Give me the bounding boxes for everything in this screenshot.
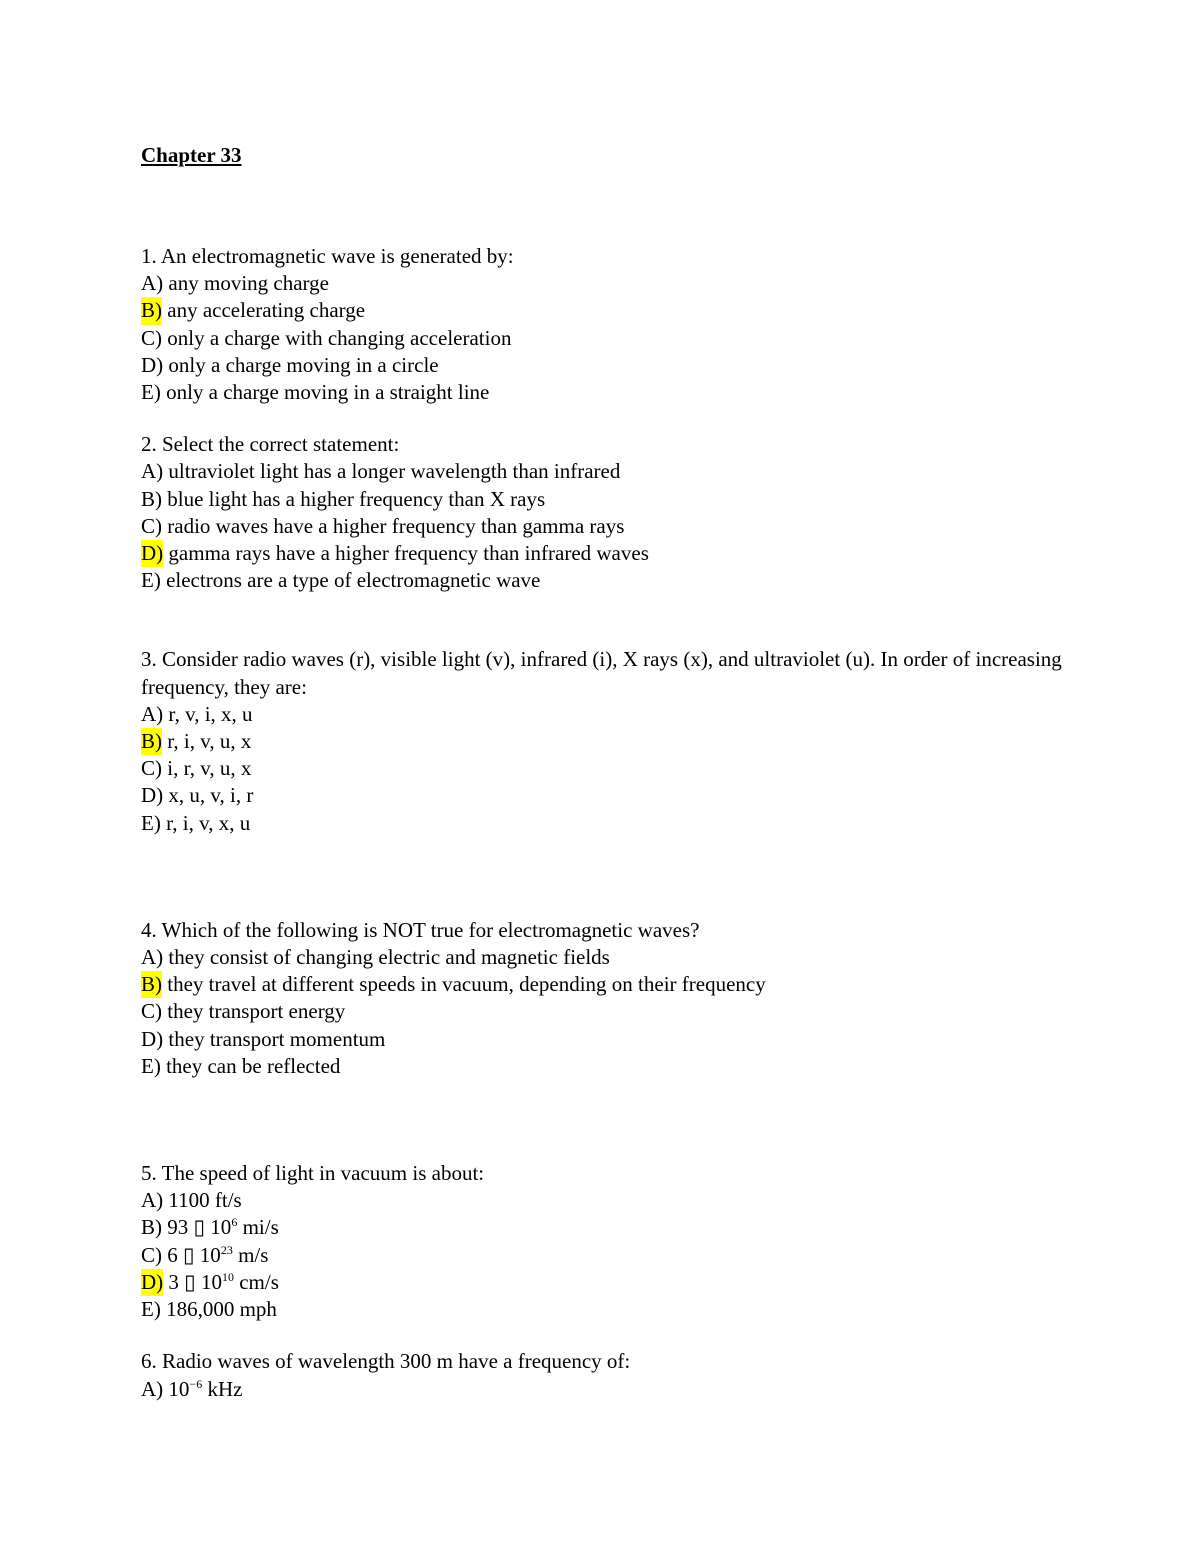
exponent: 10 (221, 1269, 234, 1284)
answer-option (141, 352, 1081, 379)
option-unit: m/s (232, 1242, 269, 1267)
option-letter: E) (141, 1053, 161, 1078)
question-1 (141, 243, 1081, 406)
option-letter: A) (141, 271, 164, 296)
option-text: r, v, i, x, u (163, 701, 253, 726)
option-text: r, i, v, u, x (162, 729, 252, 754)
option-unit: kHz (202, 1376, 243, 1401)
option-letter: E) (141, 1297, 161, 1322)
option-text: they transport energy (162, 999, 346, 1024)
option-text: 10 (163, 1376, 190, 1401)
option-unit: cm/s (233, 1269, 279, 1294)
question-stem: 2. Select the correct statement: (141, 432, 400, 457)
answer-option (141, 1187, 1081, 1214)
option-text: any moving charge (163, 271, 329, 296)
question-stem: 4. Which of the following is NOT true for electromagnetic waves? (141, 917, 700, 942)
option-letter: C) (141, 325, 162, 350)
question-list (141, 243, 1081, 1403)
answer-option (141, 998, 1081, 1025)
option-letter: A) (141, 1188, 164, 1213)
option-letter: E) (141, 380, 161, 405)
option-letter: C) (141, 999, 162, 1024)
answer-option (141, 971, 1081, 998)
correct-answer-letter: B) (141, 728, 162, 755)
question-stem: 6. Radio waves of wavelength 300 m have a frequency of: (141, 1349, 631, 1374)
answer-option (141, 486, 1081, 513)
correct-answer-letter: B) (141, 297, 162, 324)
option-text: 93 ▯ 10 (162, 1215, 232, 1240)
option-letter: E) (141, 810, 161, 835)
option-text: 1100 ft/s (163, 1188, 242, 1213)
correct-answer-letter: D) (141, 1269, 163, 1296)
option-text: they transport momentum (163, 1026, 386, 1051)
option-text: 186,000 mph (160, 1297, 277, 1322)
option-letter: C) (141, 513, 162, 538)
option-letter: D) (141, 783, 164, 808)
option-text: electrons are a type of electromagnetic wave (160, 568, 541, 593)
question-stem: 1. An electromagnetic wave is generated by: (141, 244, 514, 268)
question-2 (141, 431, 1081, 594)
option-letter: A) (141, 1376, 164, 1401)
answer-option (141, 297, 1081, 324)
answer-option (141, 755, 1081, 782)
document-page (141, 142, 1081, 1403)
question-stem: 3. Consider radio waves (r), visible light (v), infrared (i), X rays (x), and ultraviolet (u). In order of increasing frequency, they are: (141, 647, 1062, 699)
answer-option (141, 944, 1081, 971)
question-6 (141, 1348, 1081, 1402)
exponent: −6 (189, 1376, 203, 1391)
option-text: any accelerating charge (162, 298, 366, 323)
option-unit: mi/s (237, 1215, 279, 1240)
question-3 (141, 646, 1081, 836)
option-text: 6 ▯ 10 (162, 1242, 221, 1267)
answer-option (141, 1053, 1081, 1080)
answer-option (141, 1296, 1081, 1323)
option-letter: C) (141, 756, 162, 781)
option-text: they consist of changing electric and magnetic fields (163, 945, 610, 970)
option-text: r, i, v, x, u (160, 810, 251, 835)
exponent: 23 (220, 1242, 233, 1257)
answer-option (141, 810, 1081, 837)
option-text: blue light has a higher frequency than X rays (162, 486, 546, 511)
answer-option (141, 325, 1081, 352)
answer-option (141, 567, 1081, 594)
answer-option (141, 540, 1081, 567)
correct-answer-letter: D) (141, 540, 163, 567)
option-letter: D) (141, 1026, 164, 1051)
option-text: gamma rays have a higher frequency than infrared waves (163, 541, 649, 566)
question-5 (141, 1160, 1081, 1323)
option-text: ultraviolet light has a longer wavelength than infrared (163, 459, 621, 484)
option-text: radio waves have a higher frequency than gamma rays (162, 513, 625, 538)
question-4 (141, 917, 1081, 1080)
correct-answer-letter: B) (141, 971, 162, 998)
answer-option (141, 513, 1081, 540)
option-text: they travel at different speeds in vacuum, depending on their frequency (162, 972, 766, 997)
answer-option (141, 1242, 1081, 1269)
answer-option (141, 379, 1081, 406)
option-text: they can be reflected (160, 1053, 341, 1078)
option-text: x, u, v, i, r (163, 783, 254, 808)
option-letter: B) (141, 486, 162, 511)
option-text: i, r, v, u, x (162, 756, 252, 781)
answer-option (141, 270, 1081, 297)
answer-option (141, 1026, 1081, 1053)
question-stem: 5. The speed of light in vacuum is about: (141, 1161, 485, 1186)
option-letter: B) (141, 1215, 162, 1240)
answer-option (141, 1269, 1081, 1296)
answer-option (141, 1376, 1081, 1403)
answer-option (141, 701, 1081, 728)
option-letter: C) (141, 1242, 162, 1267)
option-letter: D) (141, 352, 164, 377)
option-letter: A) (141, 459, 164, 484)
answer-option (141, 728, 1081, 755)
answer-option (141, 458, 1081, 485)
exponent: 6 (231, 1215, 238, 1230)
option-text: only a charge moving in a circle (163, 352, 439, 377)
answer-option (141, 1214, 1081, 1241)
answer-option (141, 782, 1081, 809)
option-letter: A) (141, 701, 164, 726)
chapter-title: Chapter 33 (141, 143, 242, 167)
option-text: only a charge with changing acceleration (162, 325, 512, 350)
option-text: only a charge moving in a straight line (160, 380, 490, 405)
option-text: 3 ▯ 10 (163, 1269, 222, 1294)
option-letter: A) (141, 945, 164, 970)
option-letter: E) (141, 568, 161, 593)
